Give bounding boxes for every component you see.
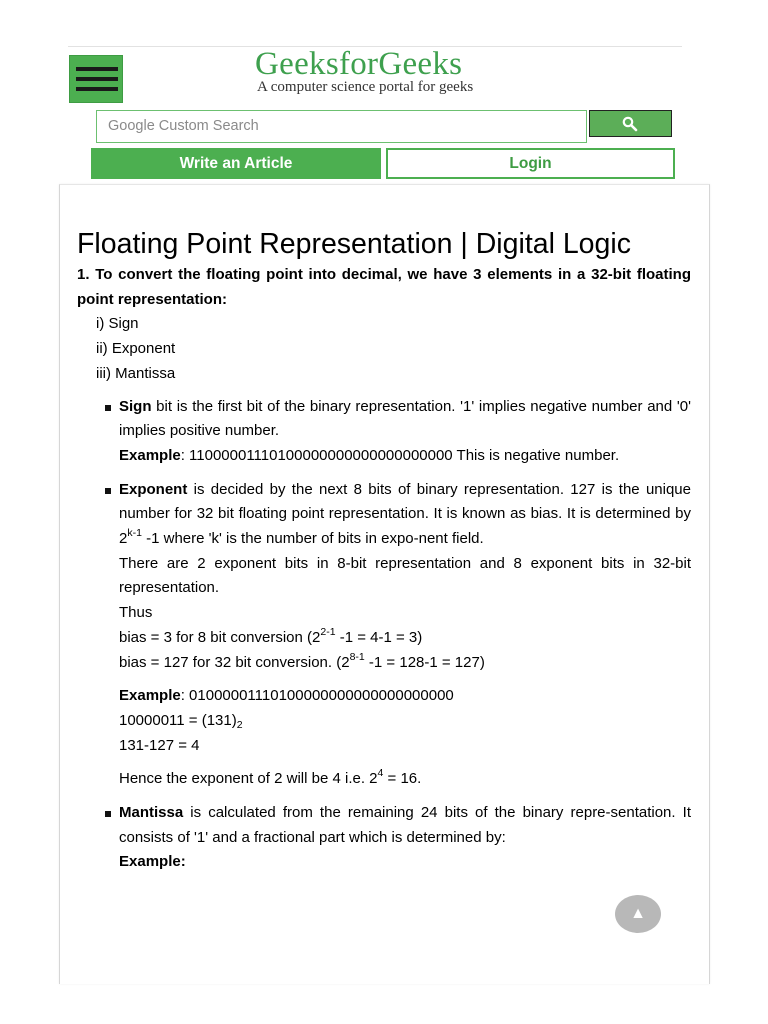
- list-item: i) Sign: [96, 315, 139, 333]
- exponent-sup: k-1: [127, 527, 142, 540]
- exponent-text: is decided by the next 8 bits of binary representation. 127 is the unique number for 32 bit floating point representation. It is known as bias. It is determined by 2: [119, 480, 691, 548]
- hence-text: Hence the exponent of 2 will be 4 i.e. 2: [119, 770, 378, 788]
- base-sub: 2: [236, 718, 243, 731]
- search-icon: [622, 116, 638, 132]
- example-label: Example:: [119, 853, 186, 871]
- site-logo-subtitle: A computer science portal for geeks: [257, 79, 474, 95]
- article-intro: 1. To convert the floating point into decimal, we have 3 elements in a 32-bit floating point representation:: [77, 266, 691, 308]
- exponent-bits-text: There are 2 exponent bits in 8-bit representation and 8 exponent bits in 32-bit representation.: [119, 554, 691, 597]
- exponent-text-cont: -1 where 'k' is the number of bits in expo-nent field.: [141, 530, 484, 548]
- bias8-text-end: -1 = 4-1 = 3): [335, 628, 423, 646]
- sign-example: : 11000001110100000000000000000000 This is negative number.: [180, 446, 620, 464]
- bias32-text-end: -1 = 128-1 = 127): [364, 653, 485, 671]
- bullet-list: [77, 395, 691, 876]
- bias8-text: bias = 3 for 8 bit conversion (2: [119, 628, 321, 646]
- search-button[interactable]: [589, 110, 672, 137]
- page-title: Floating Point Representation | Digital Logic: [77, 228, 631, 260]
- bias32-text: bias = 127 for 32 bit conversion. (2: [119, 653, 350, 671]
- site-logo-title[interactable]: GeeksforGeeks: [255, 46, 463, 82]
- example-label: Example: [119, 446, 181, 464]
- exponent-example: : 01000001110100000000000000000000: [180, 687, 454, 705]
- login-button[interactable]: Login: [386, 148, 675, 179]
- mantissa-text: is calculated from the remaining 24 bits of the binary repre-sentation. It consists of '1' and a fractional part which is determined by:: [119, 804, 691, 846]
- scroll-to-top-button[interactable]: [615, 895, 661, 933]
- binary-conversion: 10000011 = (131): [119, 711, 237, 729]
- sign-bullet: [77, 395, 691, 469]
- list-item: ii) Exponent: [96, 340, 176, 358]
- sign-text: bit is the first bit of the binary representation. '1' implies negative number and '0' implies positive number.: [119, 397, 691, 440]
- term-exponent: Exponent: [119, 480, 188, 498]
- elements-list: [96, 312, 691, 386]
- hence-text-end: = 16.: [383, 770, 422, 788]
- hamburger-menu-icon[interactable]: [69, 55, 123, 103]
- list-item: iii) Mantissa: [96, 364, 176, 382]
- example-label: Example: [119, 687, 181, 705]
- write-article-button[interactable]: Write an Article: [91, 148, 381, 179]
- thus-text: Thus: [119, 604, 153, 622]
- term-sign: Sign: [119, 397, 152, 415]
- article-content: [77, 228, 691, 884]
- bias8-sup: 2-1: [320, 625, 336, 638]
- search-input[interactable]: Google Custom Search: [96, 110, 587, 143]
- exponent-bullet: [77, 478, 691, 792]
- bias32-sup: 8-1: [349, 650, 365, 663]
- arrow-up-icon: ▲: [630, 905, 646, 922]
- hence-sup: 4: [377, 767, 384, 780]
- mantissa-bullet: [77, 801, 691, 875]
- term-mantissa: Mantissa: [119, 804, 184, 822]
- subtraction-line: 131-127 = 4: [119, 736, 200, 754]
